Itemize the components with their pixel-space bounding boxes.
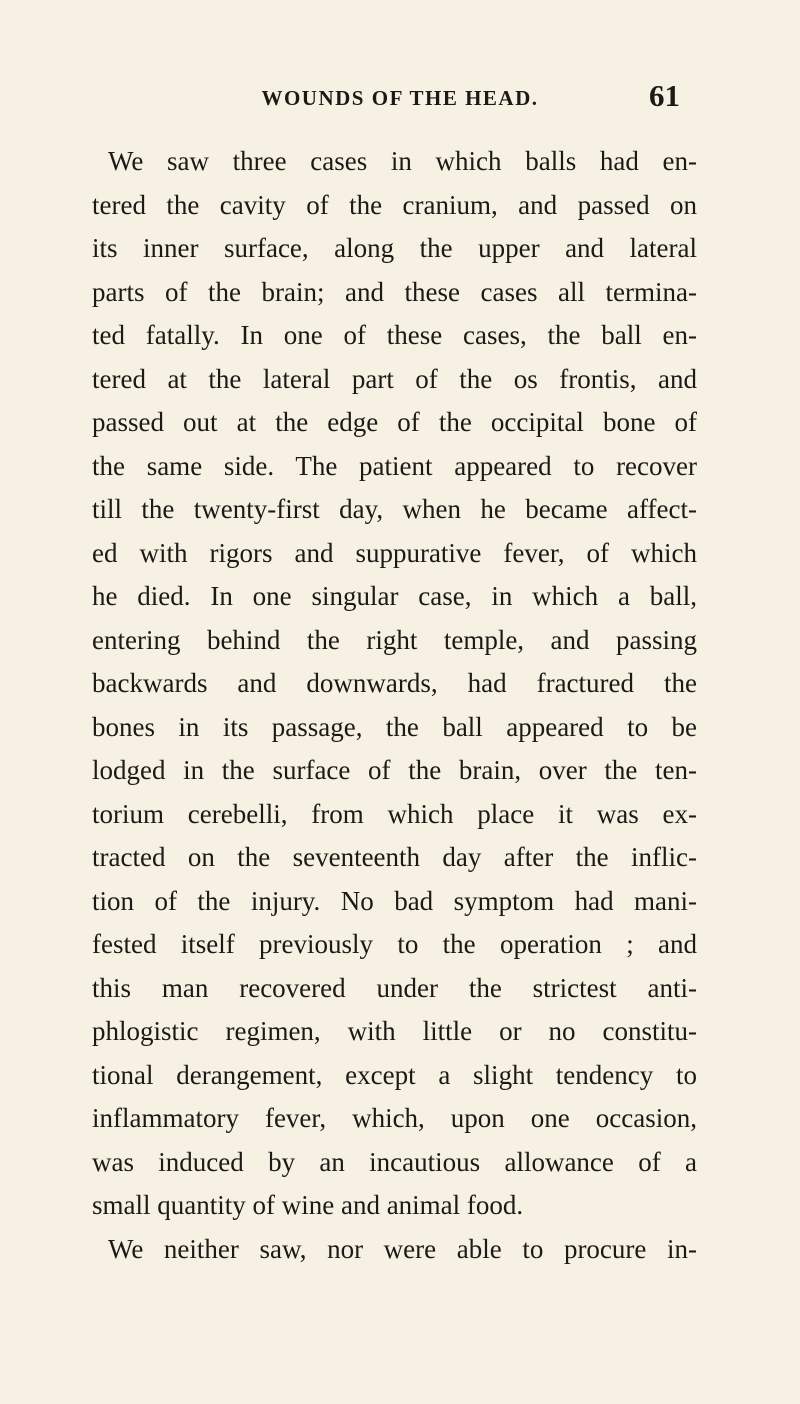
text-line: phlogistic regimen, with little or no constitu- [92,1016,697,1046]
running-head-title: WOUNDS OF THE HEAD. [261,86,539,110]
text-line: small quantity of wine and animal food. [92,1190,524,1220]
running-head [0,78,800,118]
text-line: fested itself previously to the operation ; and [92,929,697,959]
text-line: the same side. The patient appeared to recover [92,450,697,481]
text-line: We saw three cases in which balls had en- [108,146,697,176]
text-line: tered the cavity of the cranium, and passed on [92,189,697,220]
text-line: tion of the injury. No bad symptom had mani- [92,885,697,916]
text-line: backwards and downwards, had fractured the [92,668,697,698]
body-text [92,140,697,1271]
text-line: inflammatory fever, which, upon one occasion, [92,1103,697,1133]
text-line: passed out at the edge of the occipital bone of [92,407,697,437]
text-line: We neither saw, nor were able to procure in- [108,1233,697,1264]
page-number: 61 [649,78,680,113]
text-line: parts of the brain; and these cases all termina- [92,276,697,307]
text-line: he died. In one singular case, in which a ball, [92,581,697,611]
text-line: entering behind the right temple, and passing [92,624,697,655]
text-line: bones in its passage, the ball appeared to be [92,711,697,742]
text-line: ed with rigors and suppurative fever, of which [92,537,697,568]
text-line: its inner surface, along the upper and lateral [92,233,697,263]
text-line: tional derangement, except a slight tendency to [92,1059,697,1090]
text-line: till the twenty-first day, when he became affect- [92,494,697,524]
text-line: lodged in the surface of the brain, over the ten- [92,755,697,785]
text-line: torium cerebelli, from which place it was ex- [92,798,697,829]
text-line: this man recovered under the strictest anti- [92,972,697,1003]
text-line: was induced by an incautious allowance of a [92,1146,697,1177]
text-line: tered at the lateral part of the os frontis, and [92,363,697,394]
text-line: tracted on the seventeenth day after the inflic- [92,842,697,872]
text-line: ted fatally. In one of these cases, the ball en- [92,320,697,350]
